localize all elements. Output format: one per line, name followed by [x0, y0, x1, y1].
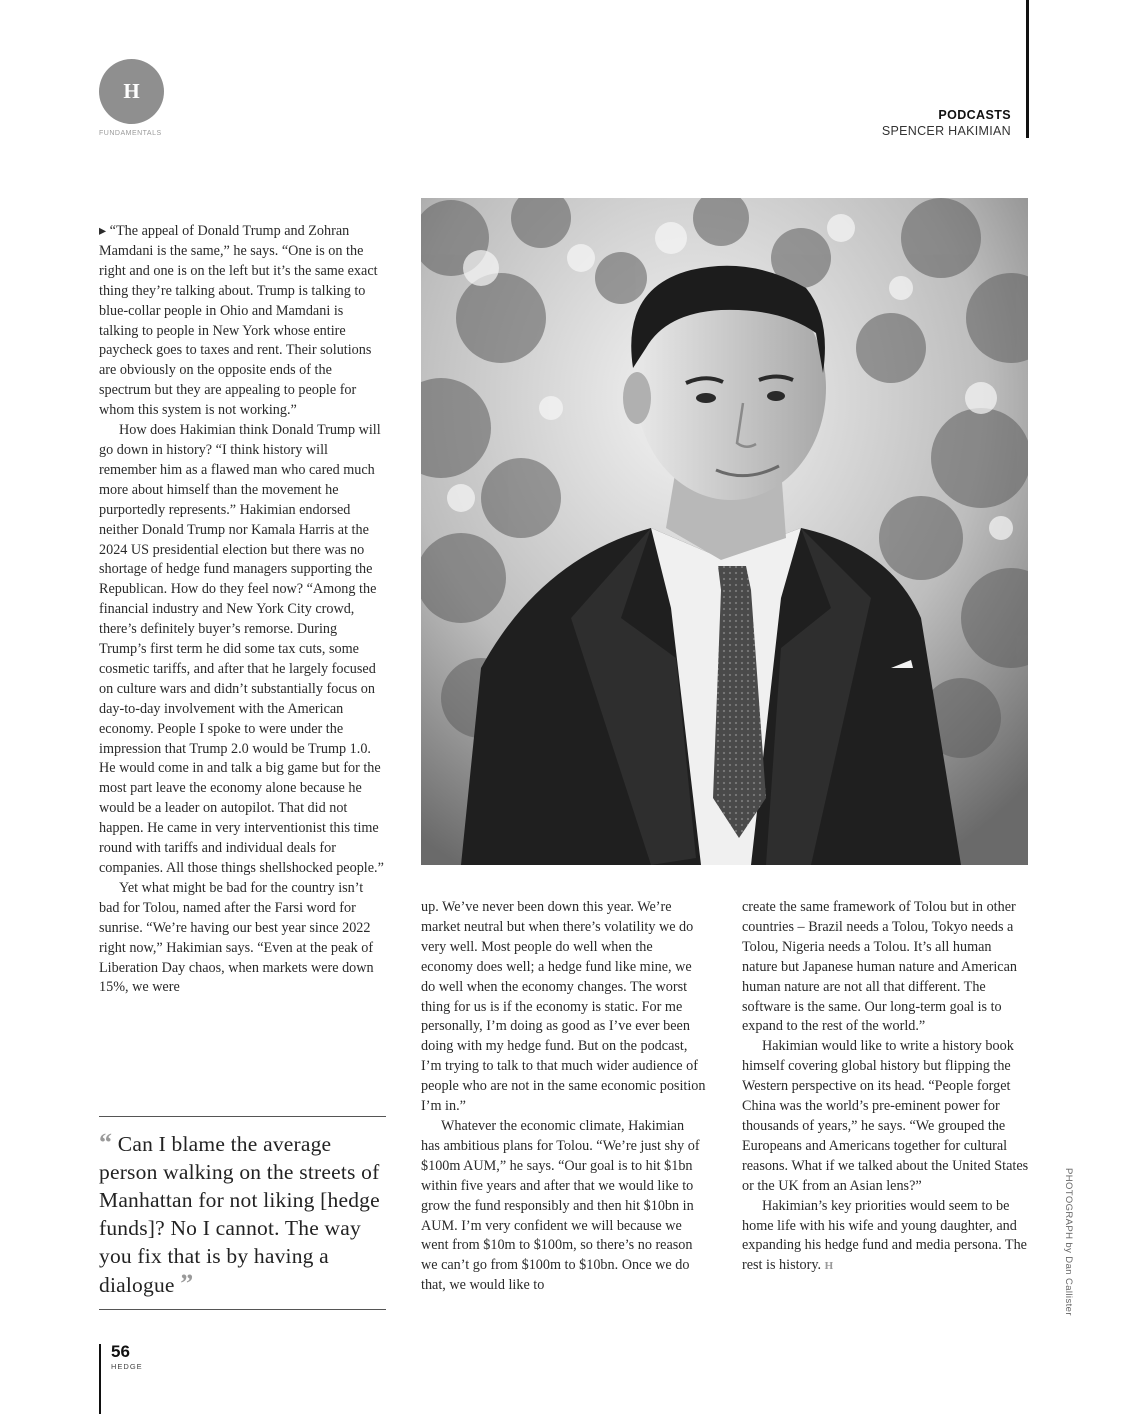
- article-column-3: [742, 898, 1030, 1277]
- pull-quote-text: [99, 1129, 386, 1299]
- logo-letter: H: [123, 79, 140, 103]
- photo-credit: PHOTOGRAPH by Dan Callister: [1063, 1168, 1074, 1316]
- portrait-photo: [421, 198, 1028, 865]
- logo-subtitle: FUNDAMENTALS: [99, 130, 162, 137]
- article-column-1: [99, 222, 386, 998]
- section-subtitle: SPENCER HAKIMIAN: [881, 124, 1011, 138]
- paragraph: Whatever the economic climate, Hakimian has ambitious plans for Tolou. “We’re just shy of $100m AUM,” he says. “Our goal is to hit $1bn within five years and after that we would like to grow the fund responsibly and then hit $10bn in AUM. I’m very confident we will because we went from $10m to $100m, so there’s no reason we can’t go from $100m to $10bn. Once we do that, we would like to: [421, 1117, 700, 1294]
- paragraph: ▸ “The appeal of Donald Trump and Zohran Mamdani is the same,” he says. “One is on the right and one is on the left but it’s the same exact thing they’re talking about. Trump is talking to blue-collar people in Ohio and Mamdani is talking to people in New York whose entire paycheck goes to taxes and rent. Their solutions are obviously on the opposite ends of the spectrum but they are appealing to people for whom this system is not working.”: [99, 223, 378, 419]
- end-mark-icon: H: [824, 1260, 834, 1273]
- paragraph-text: Hakimian’s key priorities would seem to be home life with his wife and young daughter, and expanding his hedge fund and media persona. The rest is history.: [742, 1197, 1027, 1274]
- pull-quote-body: Can I blame the average person walking on the streets of Manhattan for not liking [hedge funds]? No I cannot. The way you fix that is by having a dialogue: [99, 1132, 380, 1297]
- article-column-2: [421, 898, 706, 1296]
- paragraph: [742, 1197, 1030, 1278]
- open-quote-icon: “: [99, 1128, 113, 1157]
- close-quote-icon: ”: [180, 1269, 194, 1298]
- section-header: [882, 108, 1011, 138]
- page-number: 56: [111, 1342, 130, 1361]
- section-title: PODCASTS: [938, 108, 1011, 122]
- footer-rule: [99, 1344, 101, 1414]
- paragraph: up. We’ve never been down this year. We’re market neutral but when there’s volatility we do very well. Most people do well when the economy does well; a hedge fund like mine, we do well when the economy changes. The worst thing for us is if the economy is static. For me personally, I’m doing as good as I’ve ever been doing with my hedge fund. But on the podcast, I’m trying to talk to that much wider audience of people who are not in the same economic position I’m in.”: [421, 899, 706, 1115]
- magazine-name: HEDGE: [111, 1362, 143, 1371]
- paragraph: create the same framework of Tolou but in other countries – Brazil needs a Tolou, Tokyo needs a Tolou, Nigeria needs a Tolou. It’s all human nature but Japanese human nature and American human nature are not all that different. The software is the same. Our long-term goal is to expand to the rest of the world.”: [742, 899, 1017, 1035]
- paragraph: Hakimian would like to write a history book himself covering global history but flipping the Western perspective on its head. “People forget China was the world’s pre-eminent power for thousands of years,” he says. “We grouped the Europeans and Americans together for cultural reasons. What if we talked about the United States or the UK from an Asian lens?”: [742, 1038, 1029, 1194]
- magazine-logo: [99, 59, 164, 124]
- top-right-rule: [1026, 0, 1029, 138]
- pull-quote: [99, 1116, 386, 1310]
- paragraph: How does Hakimian think Donald Trump will go down in history? “I think history will remember him as a flawed man who cared much more about himself than the movement he purportedly represents.” Hakimian endorsed neither Donald Trump nor Kamala Harris at the 2024 US presidential election but there was no shortage of hedge fund managers supporting the Republican. How do they feel now? “Among the financial industry and New York City crowd, there’s definitely buyer’s remorse. During Trump’s first term he did some tax cuts, some cosmetic tariffs, and after that he largely focused on culture wars and didn’t substantially focus on day-to-day involvement with the American economy. People I spoke to were under the impression that Trump 2.0 would be Trump 1.0. He would come in and talk a big game but for the most part leave the economy alone because he would be a leader on autopilot. That did not happen. He came in very interventionist this time round with tariffs and individual deals for companies. All those things shellshocked people.”: [99, 422, 384, 876]
- paragraph: Yet what might be bad for the country isn’t bad for Tolou, named after the Farsi word for sunrise. “We’re having our best year since 2022 right now,” Hakimian says. “Even at the peak of Liberation Day chaos, when markets were down 15%, we were: [99, 879, 374, 996]
